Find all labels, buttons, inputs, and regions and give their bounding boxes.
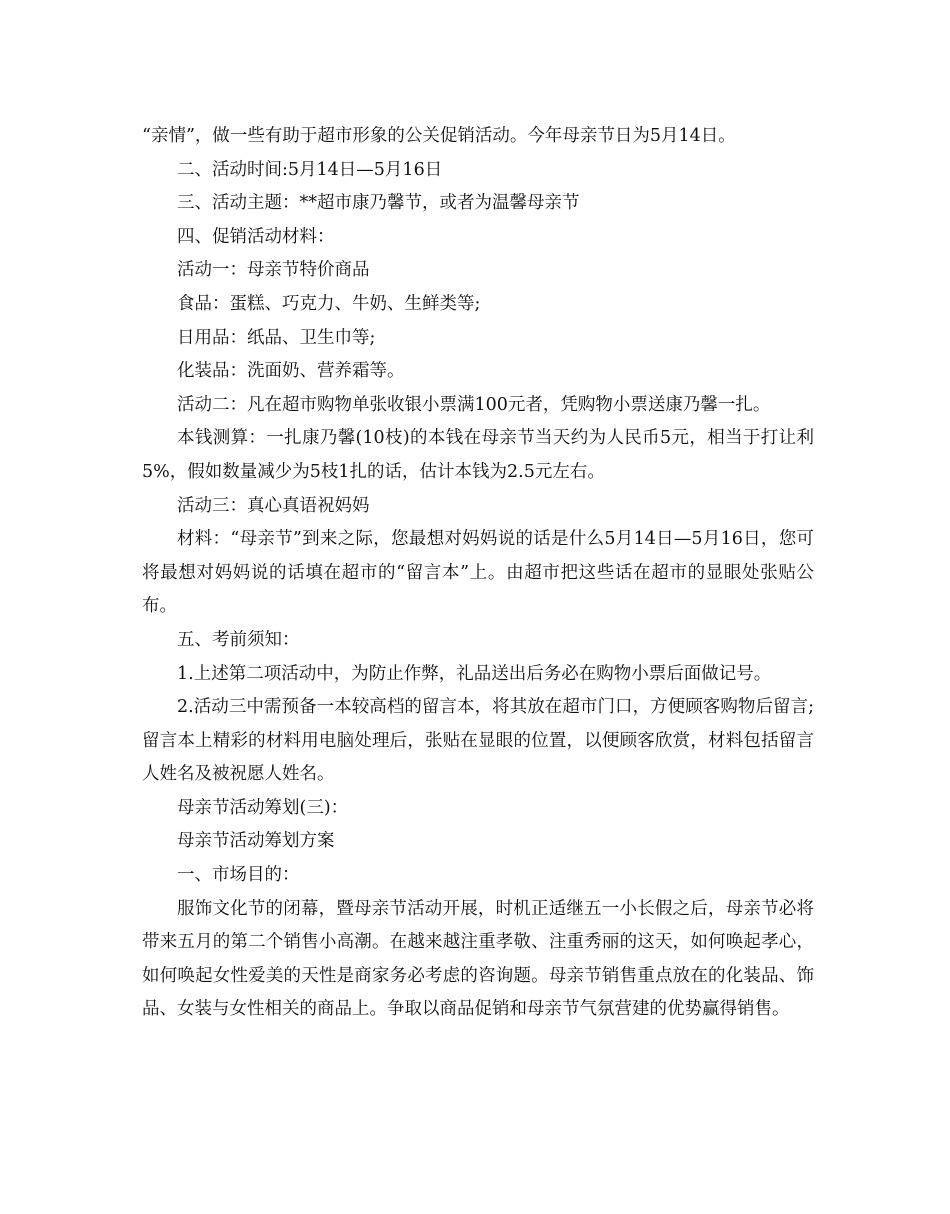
paragraph-promo-materials-heading: 四、促销活动材料： bbox=[177, 226, 335, 247]
paragraph-activity-two: 活动二：凡在超市购物单张收银小票满100元者，凭购物小票送康乃馨一扎。 bbox=[177, 394, 771, 415]
paragraph-notes-heading: 五、考前须知： bbox=[177, 629, 300, 650]
paragraph-cosmetic-items: 化装品：洗面奶、营养霜等。 bbox=[177, 361, 405, 382]
paragraph-market-goal-body: 服饰文化节的闭幕，暨母亲节活动开展，时机正适继五一小长假之后，母亲节必将带来五月的第二个销售小高潮。在越来越注重孝敬、注重秀丽的这天，如何唤起孝心，如何唤起女性爱美的天性是商家务必考虑的咨询题。母亲节销售重点放在的化装品、饰品、女装与女性相关的商品上。争取以商品促销和母亲节气氛营建的优势赢得销售。 bbox=[142, 898, 814, 1020]
paragraph-activity-one: 活动一：母亲节特价商品 bbox=[177, 260, 370, 281]
paragraph-message-book: 材料：“母亲节”到来之际，您最想对妈妈说的话是什么5月14日—5月16日，您可将最想对妈妈说的话填在超市的“留言本”上。由超市把这些话在超市的显眼处张贴公布。 bbox=[142, 529, 814, 617]
paragraph-cost-estimate: 本钱测算：一扎康乃馨(10枝)的本钱在母亲节当天约为人民币5元，相当于打让利5%，假如数量减少为5枝1扎的话，估计本钱为2.5元左右。 bbox=[142, 428, 814, 482]
paragraph-plan-three-heading: 母亲节活动筹划(三)： bbox=[177, 797, 349, 818]
paragraph-note-two: 2.活动三中需预备一本较高档的留言本，将其放在超市门口，方便顾客购物后留言;留言本上精彩的材料用电脑处理后，张贴在显眼的位置，以便顾客欣赏，材料包括留言人姓名及被祝愿人姓名。 bbox=[142, 697, 814, 785]
paragraph-food-items: 食品：蛋糕、巧克力、牛奶、生鲜类等; bbox=[177, 293, 481, 314]
paragraph-activity-three: 活动三：真心真语祝妈妈 bbox=[177, 495, 370, 516]
paragraph-daily-items: 日用品：纸品、卫生巾等; bbox=[177, 327, 376, 348]
paragraph-plan-title: 母亲节活动筹划方案 bbox=[177, 831, 335, 852]
paragraph-market-goal-heading: 一、市场目的： bbox=[177, 865, 300, 886]
paragraph-activity-time: 二、活动时间:5月14日—5月16日 bbox=[177, 159, 443, 180]
paragraph-note-one: 1.上述第二项活动中，为防止作弊，礼品送出后务必在购物小票后面做记号。 bbox=[177, 663, 772, 684]
paragraph-activity-theme: 三、活动主题：**超市康乃馨节，或者为温馨母亲节 bbox=[177, 193, 580, 214]
document-body bbox=[142, 120, 814, 1027]
paragraph-intro-continuation: “亲情”，做一些有助于超市形象的公关促销活动。今年母亲节日为5月14日。 bbox=[142, 126, 736, 146]
